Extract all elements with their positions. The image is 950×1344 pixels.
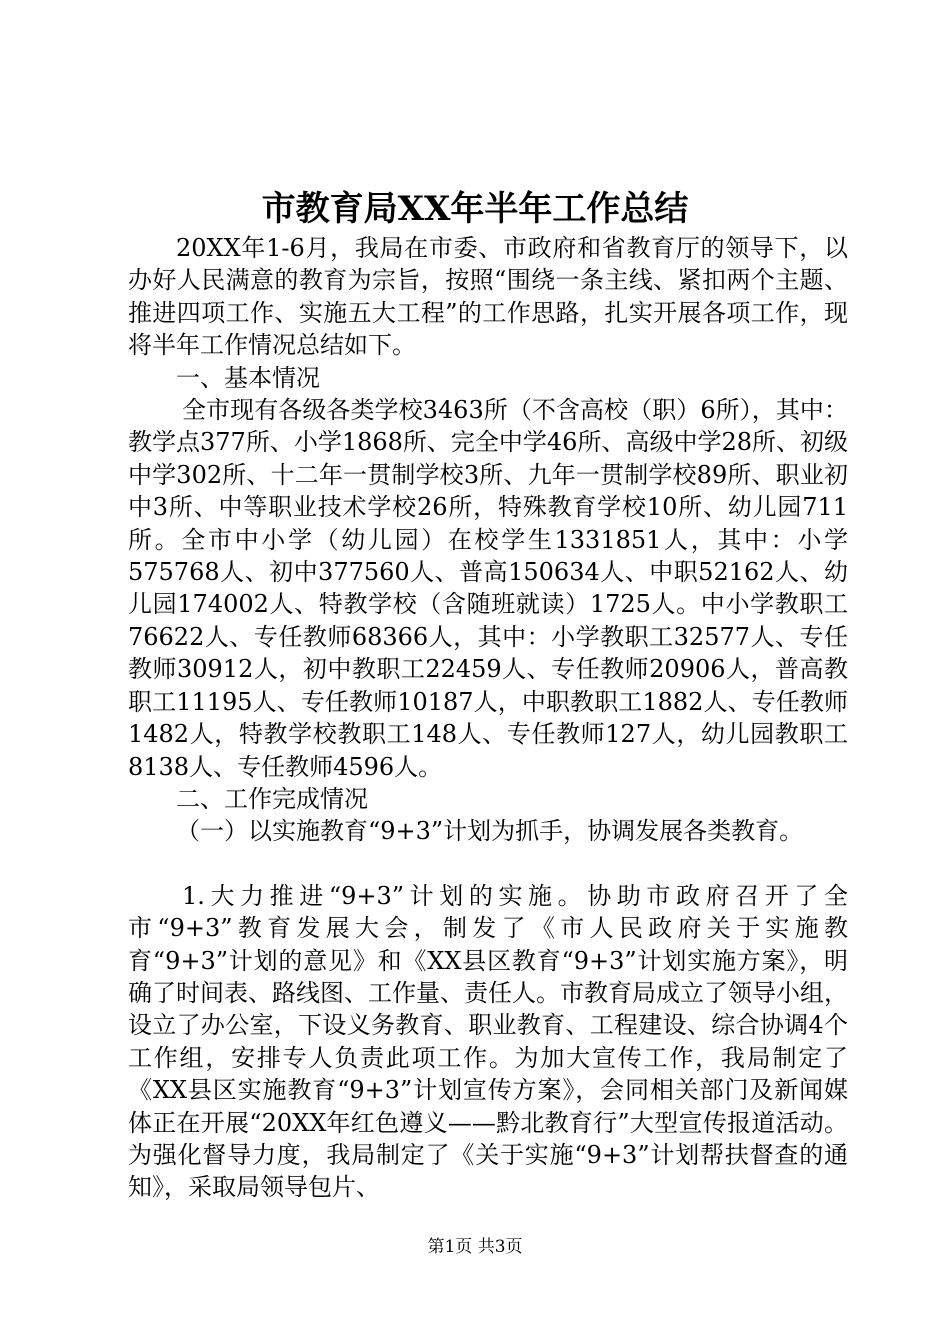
page-footer: 第1页 共3页 [427, 1237, 523, 1257]
section-heading-work: 二、工作完成情况 [176, 784, 368, 813]
item-paragraph: 1.大力推进“9+3”计划的实施。协助市政府召开了全市“9+3”教育发展大会，制发了《市人民政府关于实施教育“9+3”计划的意见》和《XX县区教育“9+3”计划实施方案》，明确了时间表、路线图、工作量、责任人。市教育局成立了领导小组，设立了办公室，下设义务教育、职业教育、工程建设、综合协调4个工作组，安排专人负责此项工作。为加大宣传工作，我局制定了《XX县区实施教育“9+3”计划宣传方案》，会同相关部门及新闻媒体正在开展“20XX年红色遵义——黔北教育行”大型宣传报道活动。为强化督导力度，我局制定了《关于实施“9+3”计划帮扶督查的通知》，采取局领导包片、 [128, 881, 848, 1202]
document-body [128, 232, 848, 1204]
document-title: 市教育局XX年半年工作总结 [261, 189, 689, 229]
subsection-heading: （一）以实施教育“9+3”计划为抓手，协调发展各类教育。 [176, 817, 804, 846]
intro-paragraph: 20XX年1-6月，我局在市委、市政府和省教育厅的领导下，以办好人民满意的教育为宗旨，按照“围绕一条主线、紧扣两个主题、推进四项工作、实施五大工程”的工作思路，扎实开展各项工作，现将半年工作情况总结如下。 [128, 234, 848, 360]
basic-situation-paragraph: 全市现有各级各类学校3463所（不含高校（职）6所），其中：教学点377所、小学1868所、完全中学46所、高级中学28所、初级中学302所、十二年一贯制学校3所、九年一贯制学校89所、职业初中3所、中等职业技术学校26所，特殊教育学校10所、幼儿园711所。全市中小学（幼儿园）在校学生1331851人，其中：小学575768人、初中377560人、普高150634人、中职52162人、幼儿园174002人、特教学校（含随班就读）1725人。中小学教职工76622人、专任教师68366人，其中：小学教职工32577人、专任教师30912人，初中教职工22459人、专任教师20906人，普高教职工11195人、专任教师10187人，中职教职工1882人、专任教师1482人，特教学校教职工148人、专任教师127人，幼儿园教职工8138人、专任教师4596人。 [128, 396, 848, 781]
section-heading-basic: 一、基本情况 [176, 363, 320, 392]
paragraph-gap [128, 848, 848, 880]
